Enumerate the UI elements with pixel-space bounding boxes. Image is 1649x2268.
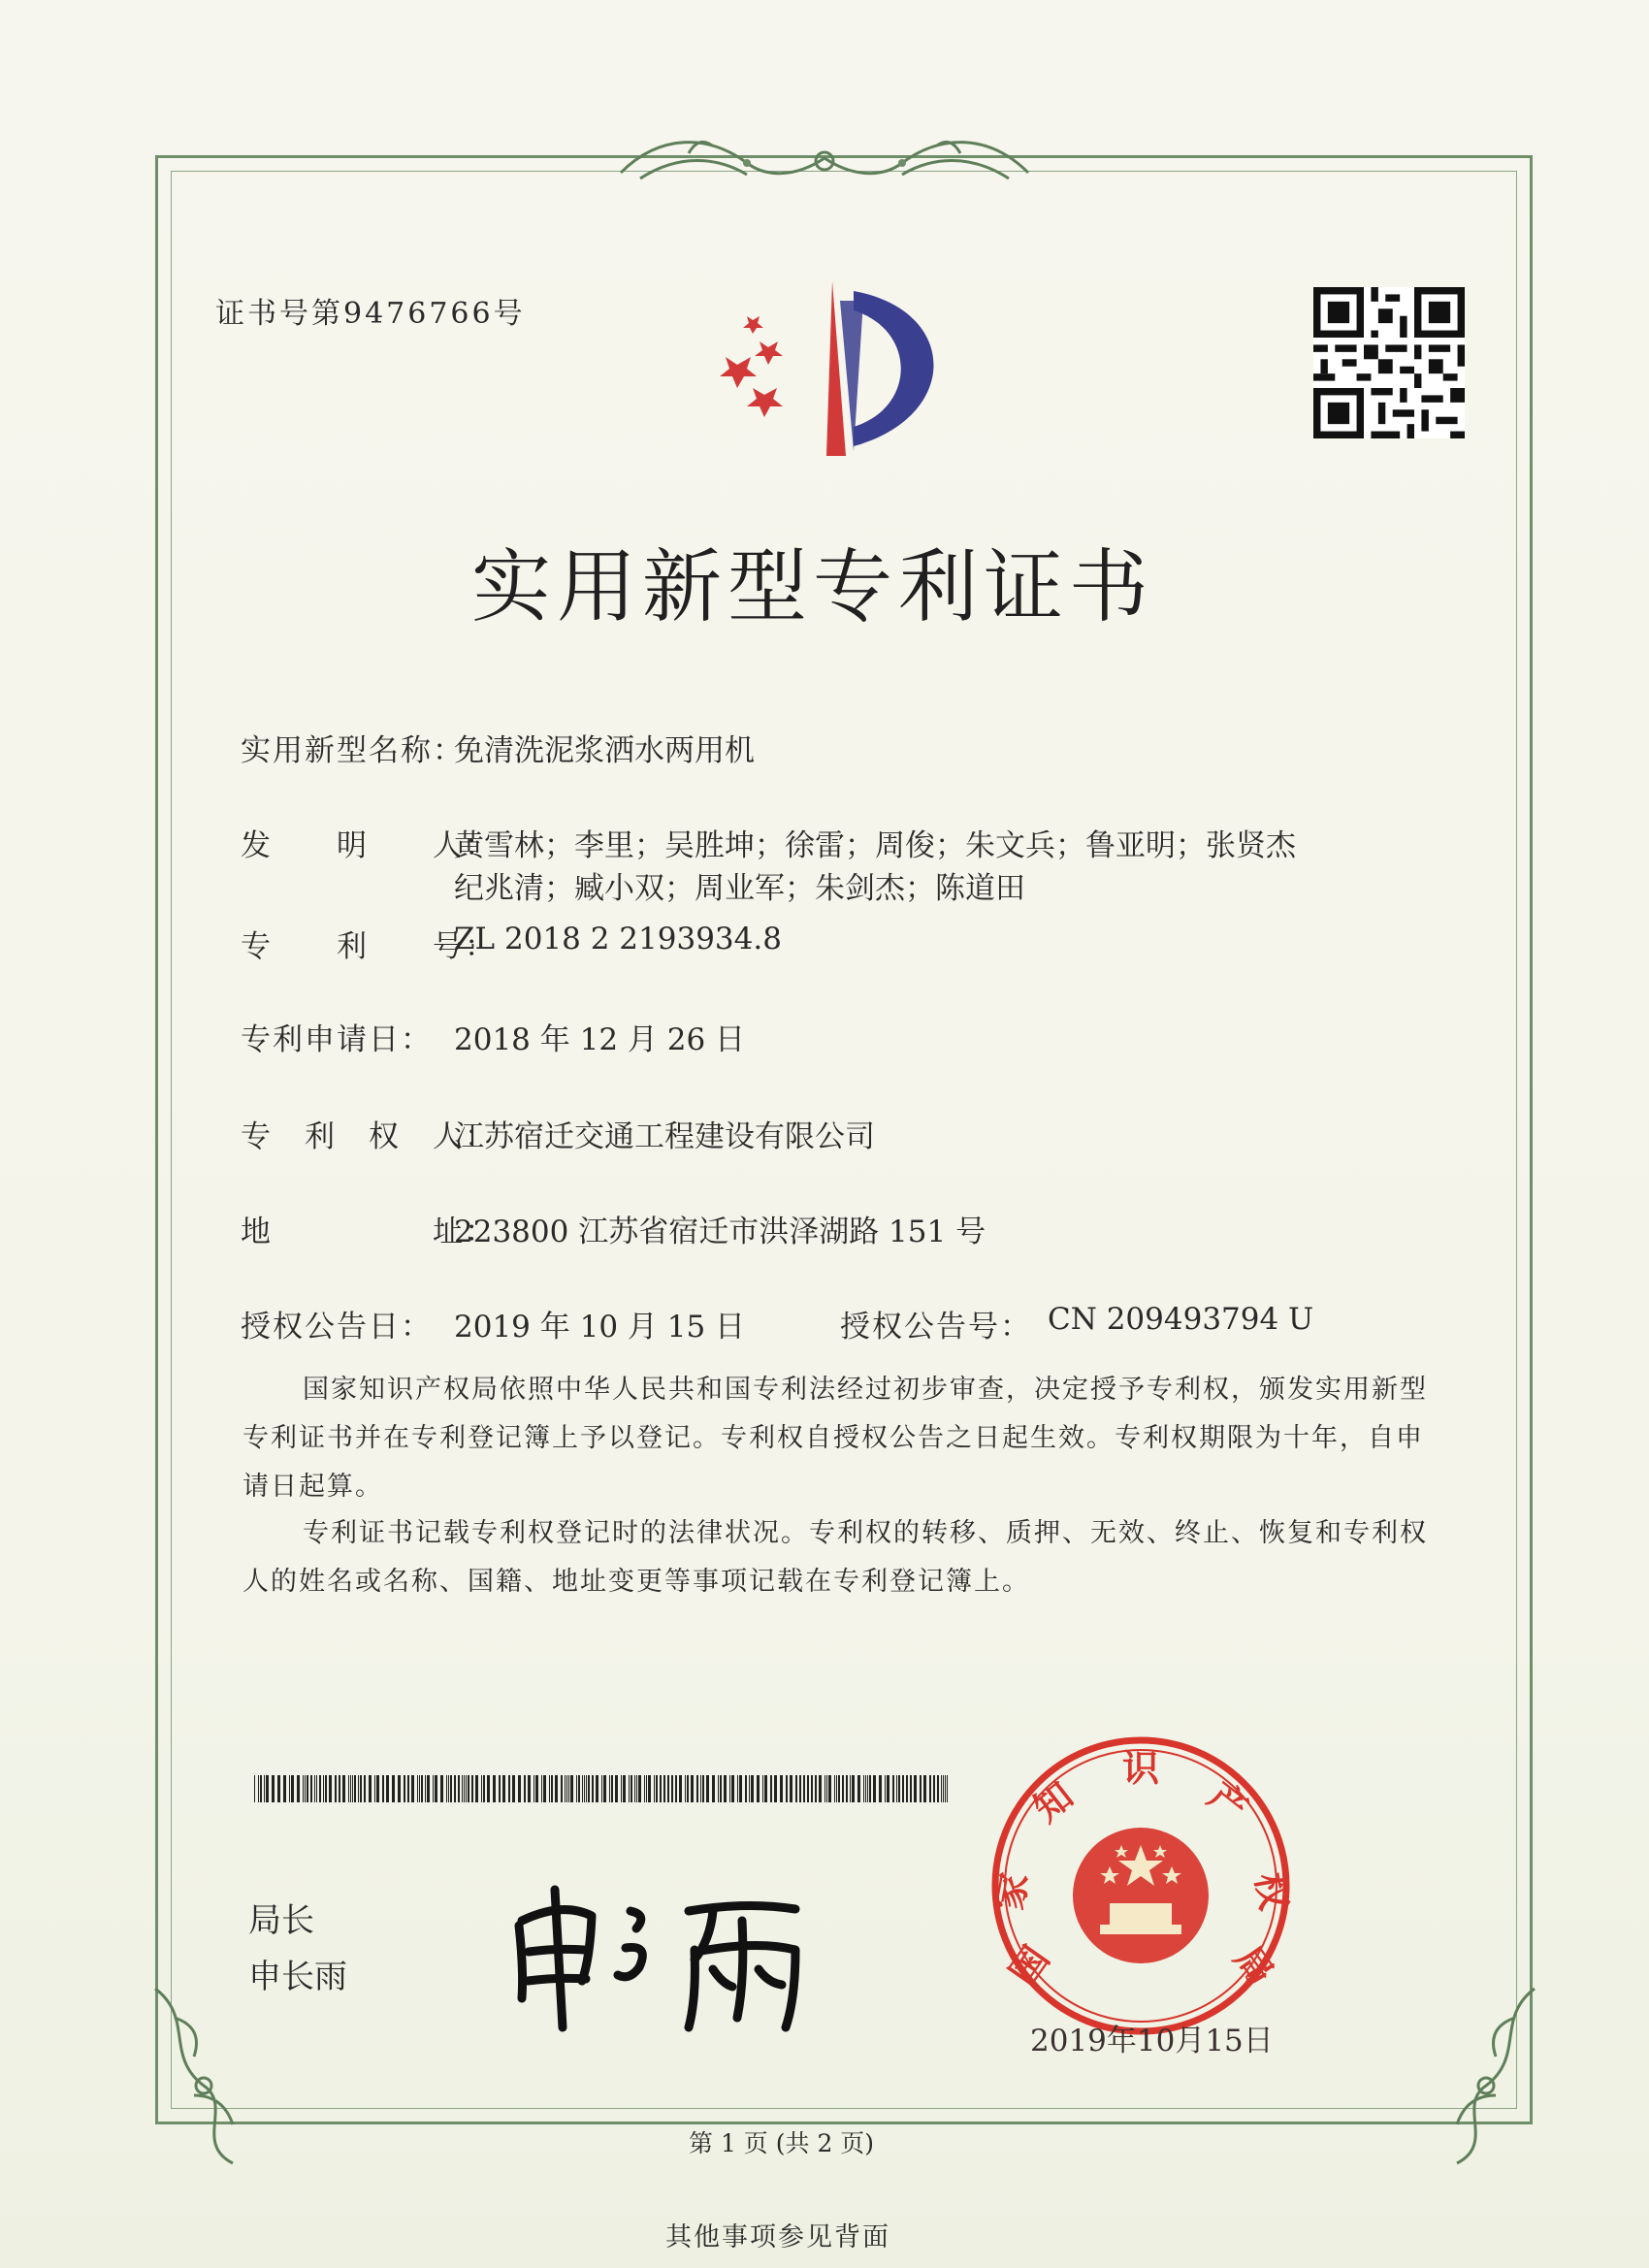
director-name: 申长雨	[248, 1958, 347, 1996]
address-label: 地 址：	[241, 1215, 497, 1249]
grant-number-value: CN 209493794 U	[1048, 1302, 1314, 1337]
grant-date-label: 授权公告日：	[241, 1310, 433, 1345]
director-title: 局长	[248, 1901, 314, 1940]
inventors-line-2: 纪兆清；臧小双；周业军；朱剑杰；陈道田	[454, 871, 1025, 906]
svg-text:局: 局	[1225, 1938, 1282, 1993]
address-value: 223800 江苏省宿迁市洪泽湖路 151 号	[454, 1215, 986, 1249]
patent-number-label: 专 利 号：	[241, 929, 497, 964]
svg-text:家: 家	[987, 1869, 1037, 1914]
application-date-value: 2018 年 12 月 26 日	[454, 1022, 746, 1057]
inventors-line-1: 黄雪林；李里；吴胜坤；徐雷；周俊；朱文兵；鲁亚明；张贤杰	[454, 828, 1296, 863]
cnipa-logo-icon	[718, 272, 970, 466]
utility-model-name-value: 免清洗泥浆洒水两用机	[454, 733, 755, 768]
utility-model-name-label: 实用新型名称：	[241, 733, 465, 768]
svg-text:权: 权	[1246, 1869, 1296, 1914]
svg-text:知: 知	[1025, 1773, 1082, 1831]
certificate-title: 实用新型专利证书	[471, 541, 1155, 633]
bottom-left-ornament-icon	[136, 1979, 301, 2173]
footer-note: 其他事项参见背面	[665, 2222, 890, 2252]
barcode-icon	[254, 1775, 953, 1802]
svg-text:产: 产	[1200, 1773, 1256, 1831]
official-seal-icon	[986, 1731, 1296, 2041]
page-number: 第 1 页 (共 2 页)	[689, 2129, 875, 2157]
inventors-label: 发 明 人：	[241, 828, 497, 863]
legal-paragraph-2: 专利证书记载专利权登记时的法律状况。专利权的转移、质押、无效、终止、恢复和专利权人的姓名或名称、国籍、地址变更等事项记载在专利登记簿上。	[242, 1518, 1428, 1597]
qr-code-icon	[1313, 287, 1465, 438]
svg-text:识: 识	[1121, 1747, 1160, 1790]
seal-date: 2019年10月15日	[1030, 2024, 1274, 2058]
handwritten-signature	[504, 1872, 854, 2037]
patentee-value: 江苏宿迁交通工程建设有限公司	[454, 1119, 875, 1154]
certificate-number: 证书号第9476766号	[215, 297, 526, 331]
application-date-label: 专利申请日：	[241, 1022, 433, 1057]
grant-date-value: 2019 年 10 月 15 日	[454, 1310, 746, 1345]
grant-number-label: 授权公告号：	[840, 1310, 1032, 1345]
bottom-right-ornament-icon	[1389, 1979, 1554, 2173]
legal-paragraph-1: 国家知识产权局依照中华人民共和国专利法经过初步审查，决定授予专利权，颁发实用新型专利证书并在专利登记簿上予以登记。专利权自授权公告之日起生效。专利权期限为十年，自申请日起算。	[242, 1375, 1428, 1502]
patent-number-value: ZL 2018 2 2193934.8	[454, 922, 782, 956]
top-ornament-icon	[601, 124, 1048, 202]
patentee-label: 专 利 权 人：	[241, 1119, 497, 1154]
svg-text:国: 国	[1001, 1938, 1058, 1993]
